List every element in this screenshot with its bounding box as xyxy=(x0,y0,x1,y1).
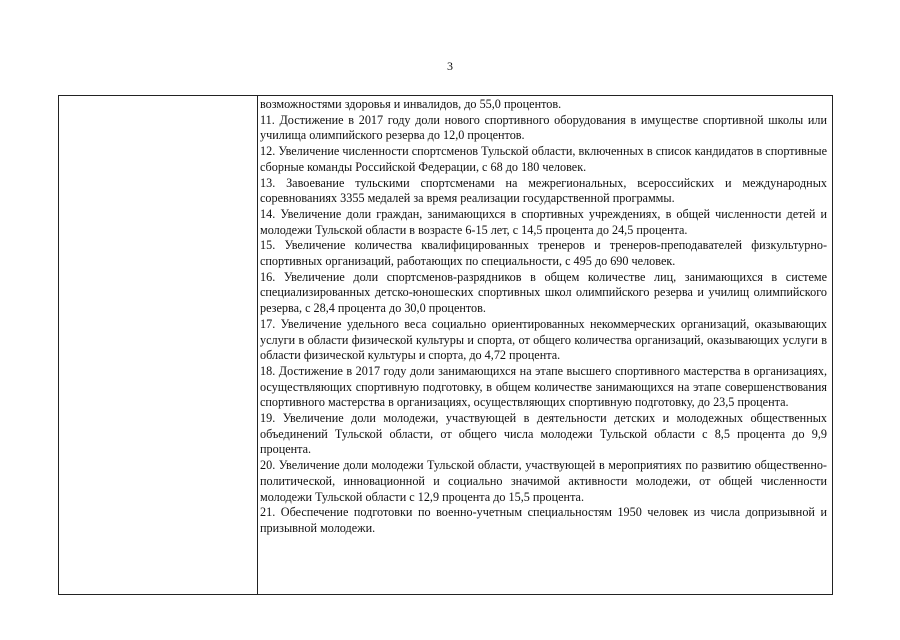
page-number: 3 xyxy=(447,59,453,73)
paragraph-item-13: 13. Завоевание тульскими спортсменами на межрегиональных, всероссийских и международных соревнованиях 3355 медалей за время реализации государственной программы. xyxy=(260,175,827,206)
results-table xyxy=(58,95,833,595)
paragraph-item-14: 14. Увеличение доли граждан, занимающихся в спортивных учреждениях, в общей численности детей и молодежи Тульской области в возрасте 6-15 лет, с 14,5 процента до 24,5 процента. xyxy=(260,206,827,237)
table-right-cell xyxy=(257,96,832,594)
paragraph-item-21: 21. Обеспечение подготовки по военно-учетным специальностям 1950 человек из числа допризывной и призывной молодежи. xyxy=(260,505,827,535)
paragraph-item-18: 18. Достижение в 2017 году доли занимающихся на этапе высшего спортивного мастерства в организациях, осуществляющих спортивную подготовку, в общем количестве занимающихся на этапе совершенствования спортивного мастерства в организациях, осуществляющих спортивную подготовку, до 23,5 процента. xyxy=(260,363,827,410)
paragraph-item-12: 12. Увеличение численности спортсменов Тульской области, включенных в список кандидатов в спортивные сборные команды Российской Федерации, с 68 до 180 человек. xyxy=(260,144,827,174)
table-left-cell xyxy=(59,96,258,594)
paragraph-item-19: 19. Увеличение доли молодежи, участвующей в деятельности детских и молодежных общественных объединений Тульской области, от общего числа молодежи Тульской области с 8,5 процента до 9,9 процента. xyxy=(260,411,827,457)
paragraph-item-20: 20. Увеличение доли молодежи Тульской области, участвующей в мероприятиях по развитию общественно-политической, инновационной и социально значимой активности молодежи, от общей численности молодежи Тульской области с 12,9 процента до 15,5 процента. xyxy=(260,458,827,504)
paragraph-continuation: возможностями здоровья и инвалидов, до 55,0 процентов. xyxy=(260,97,562,111)
paragraph-item-17: 17. Увеличение удельного веса социально ориентированных некоммерческих организаций, оказывающих услуги в области физической культуры и спорта, от общего количества организаций, оказывающих услуги в области физической культуры и спорта, до 4,72 процента. xyxy=(260,316,827,363)
paragraph-item-16: 16. Увеличение доли спортсменов-разрядников в общем количестве лиц, занимающихся в системе специализированных детско-юношеских спортивных школ олимпийского резерва и училищ олимпийского резерва, с 28,4 процента до 30,0 процентов. xyxy=(260,269,827,316)
paragraph-item-15: 15. Увеличение количества квалифицированных тренеров и тренеров-преподавателей физкультурно-спортивных организаций, работающих по специальности, с 495 до 690 человек. xyxy=(260,238,827,269)
paragraph-item-11: 11. Достижение в 2017 году доли нового спортивного оборудования в имуществе спортивной школы или училища олимпийского резерва до 12,0 процентов. xyxy=(260,112,827,143)
